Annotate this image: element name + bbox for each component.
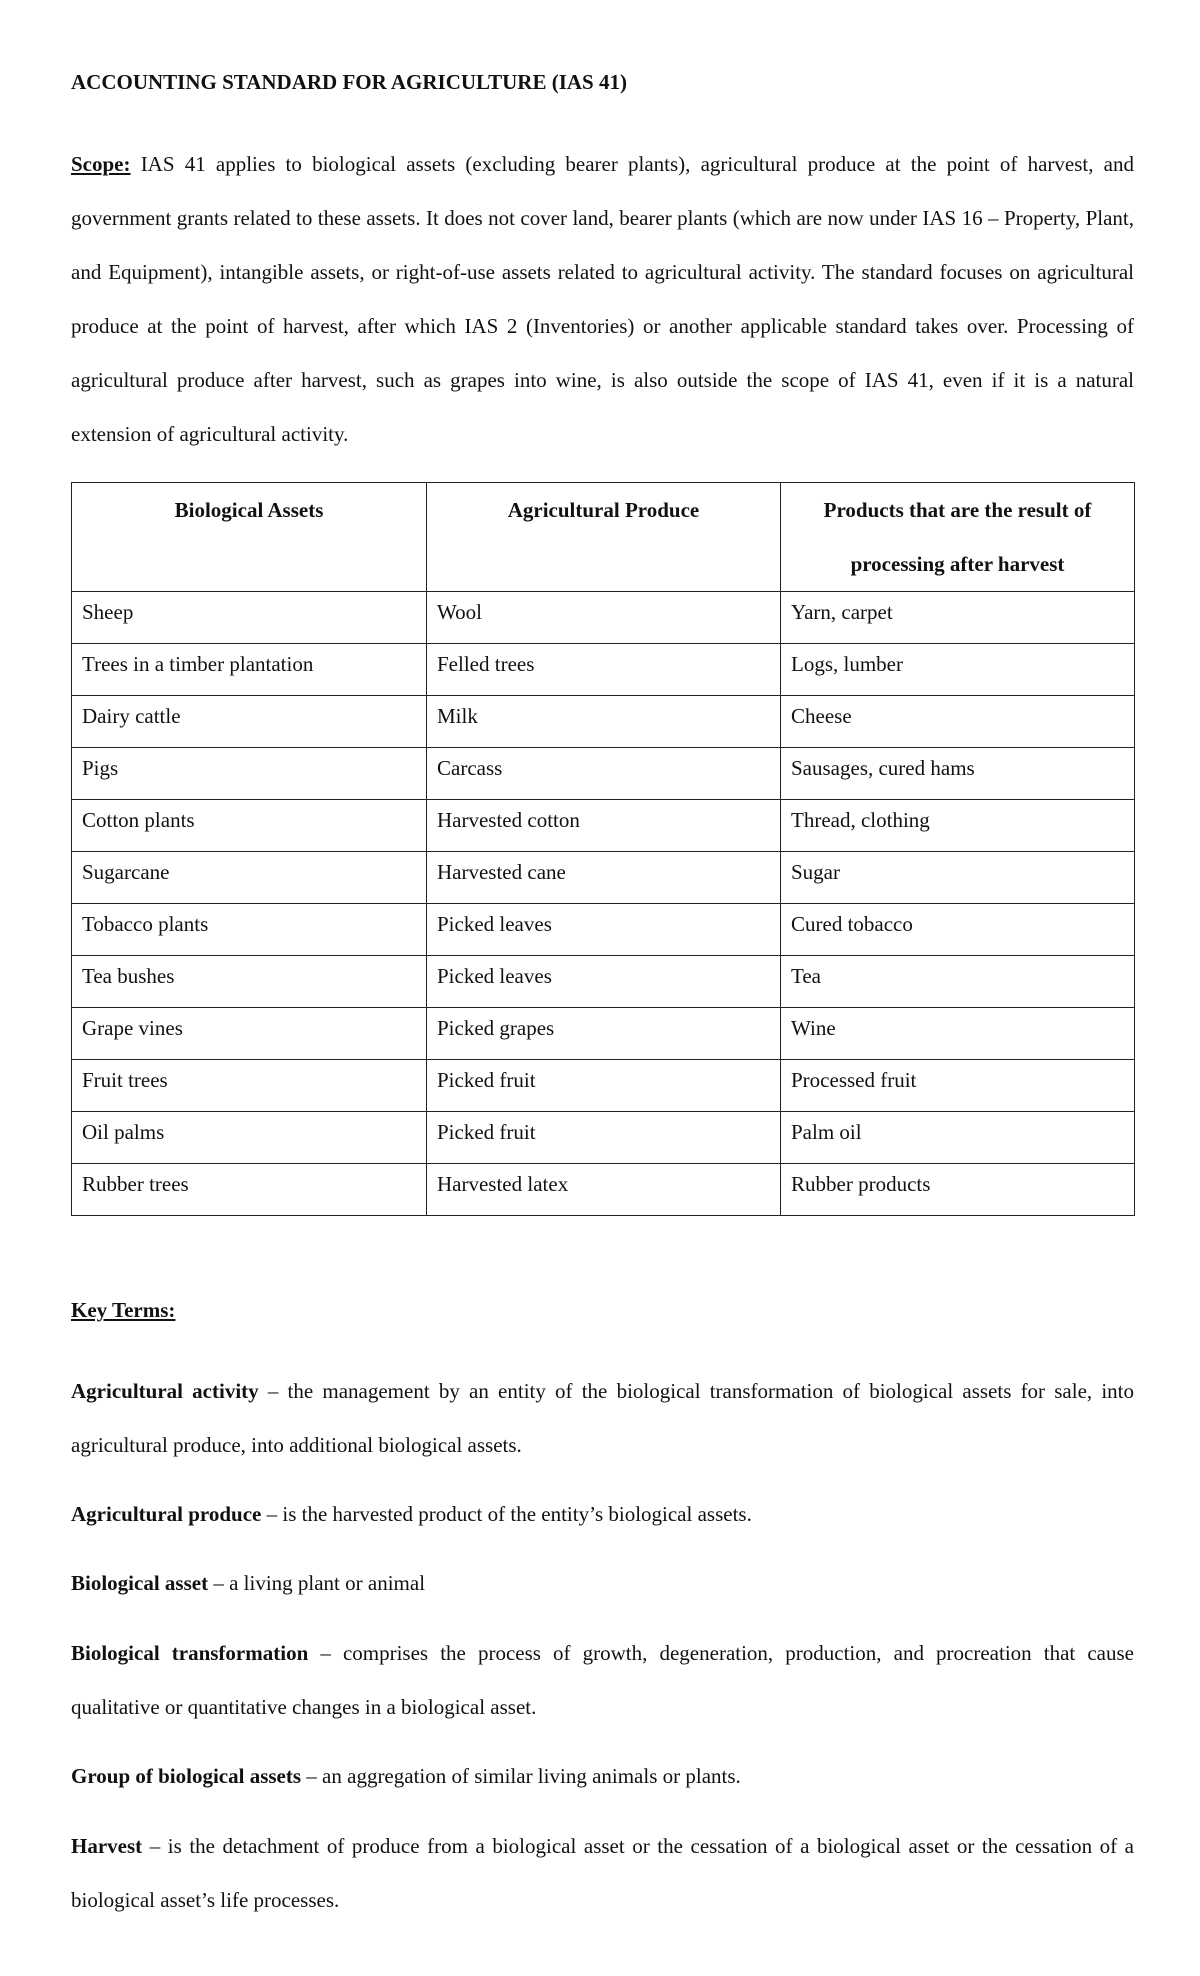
term-definition: – comprises the process of growth, degeneration, production, and procreation that cause qualitative or quantitative changes in a biological asset. bbox=[71, 1641, 1134, 1719]
table-cell: Processed fruit bbox=[781, 1060, 1135, 1112]
column-header-processed-products: Products that are the result of processing after harvest bbox=[781, 483, 1135, 592]
table-cell: Wool bbox=[427, 592, 781, 644]
table-cell: Pigs bbox=[72, 748, 427, 800]
table-cell: Sugar bbox=[781, 852, 1135, 904]
table-cell: Carcass bbox=[427, 748, 781, 800]
table-cell: Milk bbox=[427, 696, 781, 748]
table-cell: Dairy cattle bbox=[72, 696, 427, 748]
table-row bbox=[72, 644, 1135, 696]
table-row bbox=[72, 1008, 1135, 1060]
key-term-harvest bbox=[71, 1819, 1134, 1927]
column-header-biological-assets: Biological Assets bbox=[72, 483, 427, 592]
term-definition: – is the detachment of produce from a biological asset or the cessation of a biological asset or the cessation of a biological asset’s life processes. bbox=[71, 1834, 1134, 1912]
table-row bbox=[72, 904, 1135, 956]
table-cell: Cotton plants bbox=[72, 800, 427, 852]
table-cell: Grape vines bbox=[72, 1008, 427, 1060]
table-cell: Felled trees bbox=[427, 644, 781, 696]
scope-paragraph bbox=[71, 137, 1134, 461]
table-cell: Wine bbox=[781, 1008, 1135, 1060]
table-header-row bbox=[72, 483, 1135, 592]
table-cell: Picked grapes bbox=[427, 1008, 781, 1060]
key-term-agricultural-produce bbox=[71, 1487, 1134, 1541]
table-row bbox=[72, 1060, 1135, 1112]
table-cell: Logs, lumber bbox=[781, 644, 1135, 696]
table-cell: Thread, clothing bbox=[781, 800, 1135, 852]
term-name: Group of biological assets bbox=[71, 1764, 302, 1788]
table-row bbox=[72, 696, 1135, 748]
table-cell: Tobacco plants bbox=[72, 904, 427, 956]
term-name: Agricultural activity bbox=[71, 1379, 259, 1403]
table-row bbox=[72, 852, 1135, 904]
examples-table bbox=[71, 482, 1135, 1216]
table-cell: Sausages, cured hams bbox=[781, 748, 1135, 800]
table-cell: Harvested cane bbox=[427, 852, 781, 904]
table-cell: Harvested cotton bbox=[427, 800, 781, 852]
table-cell: Sheep bbox=[72, 592, 427, 644]
term-name: Biological transformation bbox=[71, 1641, 309, 1665]
key-term-agricultural-activity bbox=[71, 1364, 1134, 1472]
term-name: Biological asset bbox=[71, 1571, 209, 1595]
column-header-agricultural-produce: Agricultural Produce bbox=[427, 483, 781, 592]
table-cell: Fruit trees bbox=[72, 1060, 427, 1112]
table-row bbox=[72, 592, 1135, 644]
table-row bbox=[72, 1164, 1135, 1216]
term-name: Harvest bbox=[71, 1834, 143, 1858]
table-cell: Trees in a timber plantation bbox=[72, 644, 427, 696]
table-cell: Cheese bbox=[781, 696, 1135, 748]
scope-label: Scope: bbox=[71, 152, 131, 176]
scope-text: IAS 41 applies to biological assets (excluding bearer plants), agricultural produce at the point of harvest, and government grants related to these assets. It does not cover land, bearer plants (which are now under IAS 16 – Property, Plant, and Equipment), intangible assets, or right-of-use assets related to agricultural activity. The standard focuses on agricultural produce at the point of harvest, after which IAS 2 (Inventories) or another applicable standard takes over. Processing of agricultural produce after harvest, such as grapes into wine, is also outside the scope of IAS 41, even if it is a natural extension of agricultural activity. bbox=[71, 152, 1134, 446]
table-cell: Picked leaves bbox=[427, 956, 781, 1008]
key-term-biological-asset bbox=[71, 1556, 1134, 1610]
table-cell: Rubber trees bbox=[72, 1164, 427, 1216]
table-cell: Palm oil bbox=[781, 1112, 1135, 1164]
document-title: ACCOUNTING STANDARD FOR AGRICULTURE (IAS 41) bbox=[71, 70, 627, 94]
term-name: Agricultural produce bbox=[71, 1502, 262, 1526]
table-row bbox=[72, 1112, 1135, 1164]
table-cell: Oil palms bbox=[72, 1112, 427, 1164]
table-row bbox=[72, 800, 1135, 852]
term-definition: – a living plant or animal bbox=[208, 1571, 426, 1595]
key-term-biological-transformation bbox=[71, 1626, 1134, 1734]
table-cell: Yarn, carpet bbox=[781, 592, 1135, 644]
table-cell: Rubber products bbox=[781, 1164, 1135, 1216]
table-row bbox=[72, 956, 1135, 1008]
table-cell: Tea bushes bbox=[72, 956, 427, 1008]
table-cell: Sugarcane bbox=[72, 852, 427, 904]
term-definition: – is the harvested product of the entity’s biological assets. bbox=[261, 1502, 752, 1526]
key-term-group-of-biological-assets bbox=[71, 1749, 1134, 1803]
term-definition: – the management by an entity of the biological transformation of biological assets for sale, into agricultural produce, into additional biological assets. bbox=[71, 1379, 1134, 1457]
table-cell: Picked leaves bbox=[427, 904, 781, 956]
table-cell: Cured tobacco bbox=[781, 904, 1135, 956]
table-row bbox=[72, 748, 1135, 800]
table-cell: Picked fruit bbox=[427, 1060, 781, 1112]
table-cell: Picked fruit bbox=[427, 1112, 781, 1164]
term-definition: – an aggregation of similar living animals or plants. bbox=[301, 1764, 741, 1788]
key-terms-heading: Key Terms: bbox=[71, 1298, 176, 1322]
table-cell: Harvested latex bbox=[427, 1164, 781, 1216]
table-cell: Tea bbox=[781, 956, 1135, 1008]
